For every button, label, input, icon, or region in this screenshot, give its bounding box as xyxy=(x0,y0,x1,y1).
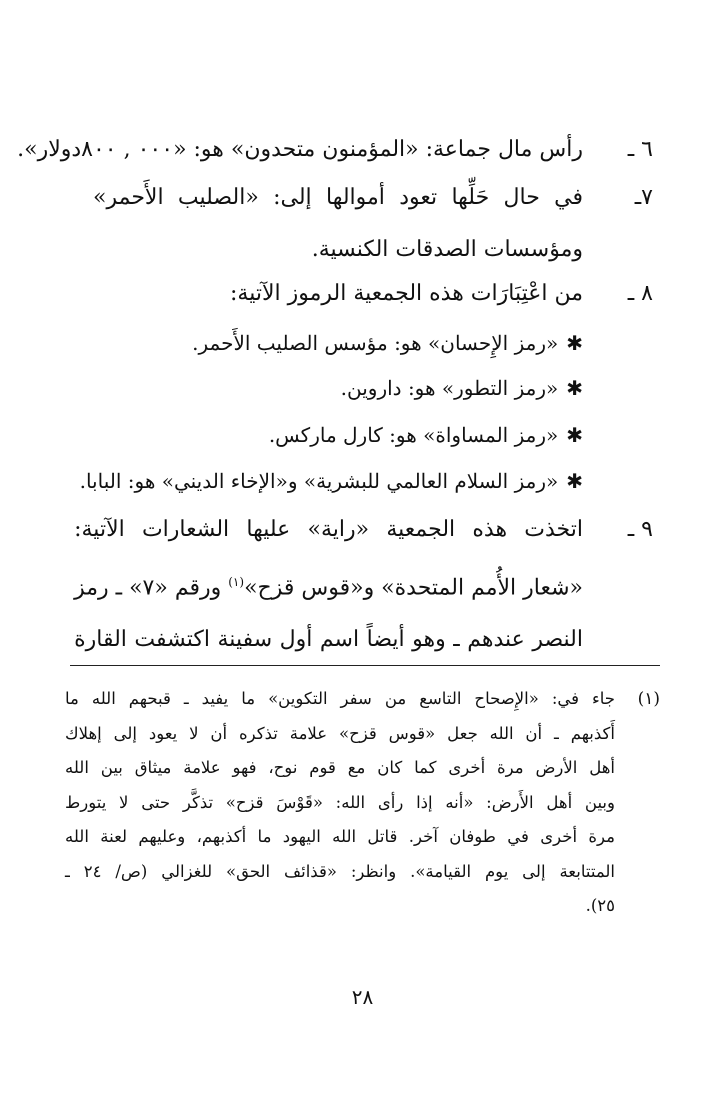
list-item-8 xyxy=(93,268,653,320)
item-line: النصر عندهم ـ وهو أيضاً اسم أول سفينة اكتشفت القارة xyxy=(74,627,583,653)
asterisk-icon: ✱ xyxy=(566,331,583,355)
item-text xyxy=(74,504,583,666)
footnote-line: أهل الأرض مرة أخرى كما كان مع قوم نوح، فهو علامة ميثاق بين الله xyxy=(65,758,615,777)
item-line: في حال حَلِّها تعود أموالها إلى: «الصليب الأَحمر» xyxy=(93,185,583,210)
list-item-7 xyxy=(93,172,653,276)
item-line: ومؤسسات الصدقات الكنسية. xyxy=(311,237,583,262)
item-number: ٦ ـ xyxy=(627,137,653,162)
item-text xyxy=(93,172,583,276)
footnote-line: ٢٥). xyxy=(585,896,615,915)
footnote-line: مرة أخرى في طوفان آخر. قاتل الله اليهود ما أكذبهم، وعليهم لعنة الله xyxy=(65,827,615,846)
symbol-item xyxy=(133,365,583,411)
footnote-number: (١) xyxy=(637,689,660,709)
item-line: من اعْتِبَارَات هذه الجمعية الرموز الآتية: xyxy=(230,281,583,306)
footnote-line: وبين أهل الأَرض: «أنه إذا رأى الله: «قَوْسَ قزح» تذكَّر حتى لا يتورط xyxy=(65,792,615,812)
footnote-separator xyxy=(70,665,660,666)
item-number: ٨ ـ xyxy=(627,281,653,306)
symbol-text: «رمز الإِحسان» هو: مؤسس الصليب الأَحمر. xyxy=(192,331,559,355)
footnote-line: جاء في: «الإِصحاح التاسع من سفر التكوين» ما يفيد ـ قبحهم الله ما xyxy=(65,689,615,708)
item-number: ٧ـ xyxy=(634,185,653,210)
asterisk-icon: ✱ xyxy=(566,469,583,493)
list-item-6 xyxy=(17,124,653,176)
symbol-item xyxy=(79,458,583,504)
item-text xyxy=(93,268,583,320)
item-line: رأس مال جماعة: «المؤمنون متحدون» هو: «٠٠٠ , ٨٠٠دولار». xyxy=(17,137,583,162)
footnote xyxy=(65,682,660,924)
symbol-text: «رمز السلام العالمي للبشرية» و«الإخاء الديني» هو: البابا. xyxy=(79,469,559,493)
footnote-marker: (١) xyxy=(228,575,245,589)
footnote-line: أَكذبهم ـ أن الله جعل «قوس قزح» علامة تذكره أن لا يعود إلى إهلاك xyxy=(65,723,615,743)
item-line xyxy=(74,556,583,614)
symbol-item xyxy=(133,412,583,458)
item-text xyxy=(17,124,583,176)
symbol-item xyxy=(133,320,583,366)
asterisk-icon: ✱ xyxy=(566,376,583,400)
symbol-text: «رمز التطور» هو: داروين. xyxy=(340,376,559,400)
item-line: اتخذت هذه الجمعية «راية» عليها الشعارات الآتية: xyxy=(74,517,583,542)
page-number: ٢٨ xyxy=(351,985,374,1009)
asterisk-icon: ✱ xyxy=(566,423,583,447)
list-item-9 xyxy=(74,504,653,666)
footnote-line: المتتابعة إلى يوم القيامة». وانظر: «قذائف الحق» للغزالي (ص/ ٢٤ ـ xyxy=(65,861,615,881)
symbol-text: «رمز المساواة» هو: كارل ماركس. xyxy=(268,423,559,447)
item-line-part: «شعار الأُمم المتحدة» و«قوس قزح» xyxy=(244,575,583,601)
item-line-part: ورقم «٧» ـ رمز xyxy=(74,575,222,601)
footnote-text xyxy=(65,682,615,924)
item-number: ٩ ـ xyxy=(627,517,653,542)
